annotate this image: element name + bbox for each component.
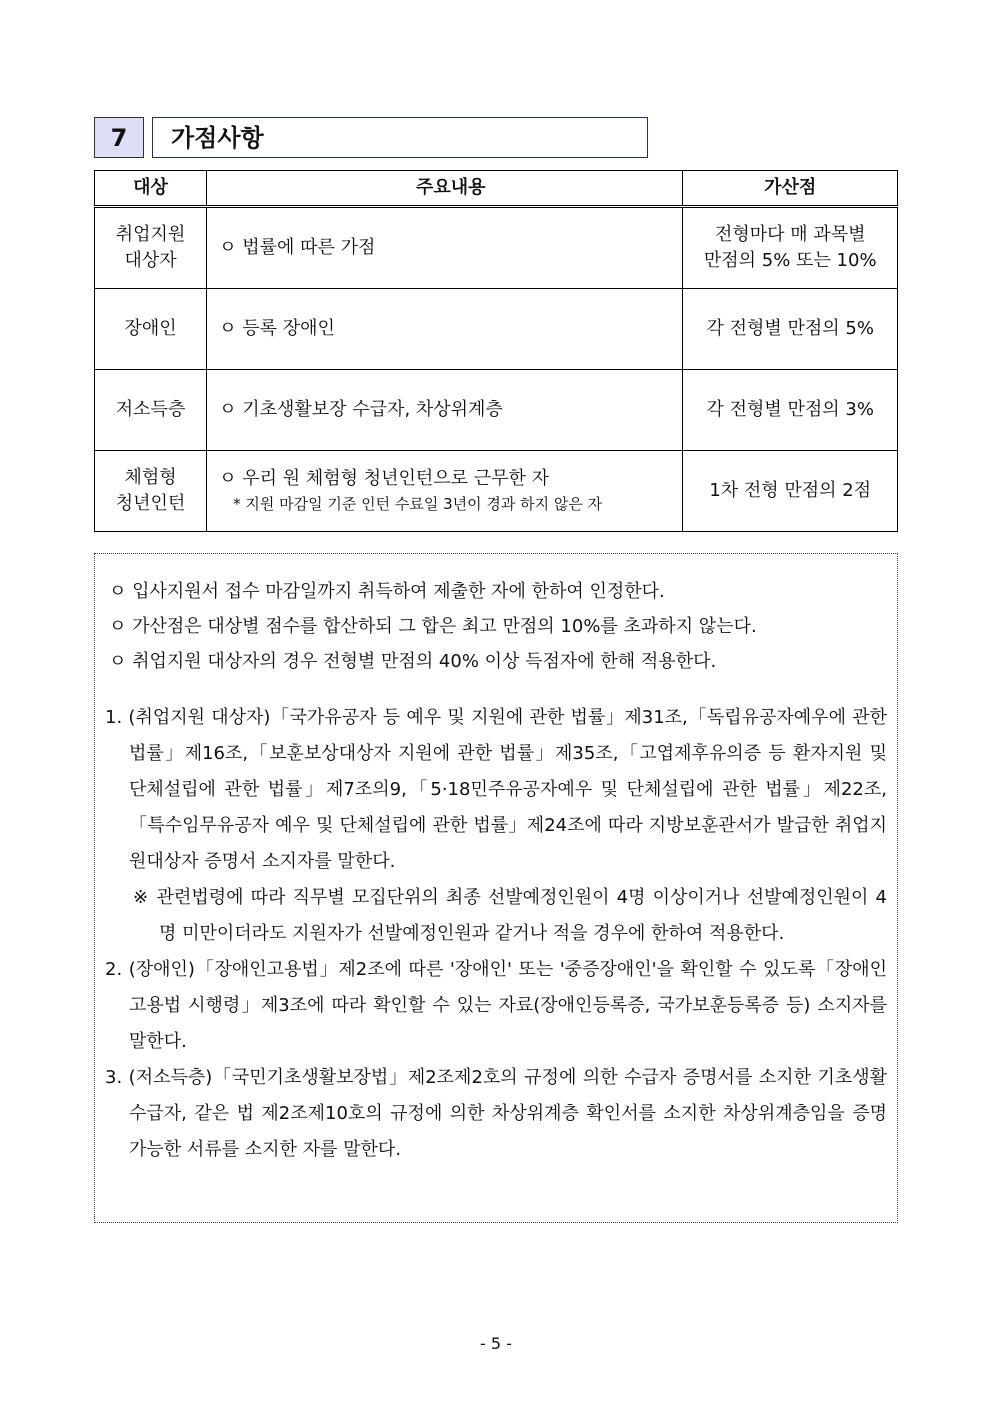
note-bullet: ㅇ 입사지원서 접수 마감일까지 취득하여 제출한 자에 한하여 인정한다.	[109, 581, 665, 602]
notes-box	[94, 553, 898, 1223]
row-target: 체험형 청년인턴	[95, 451, 207, 532]
row-content: ㅇ 기초생활보장 수급자, 차상위계층	[207, 370, 683, 451]
header-target: 대상	[95, 171, 207, 207]
row-points: 전형마다 매 과목별 만점의 5% 또는 10%	[683, 207, 898, 289]
row-content-cell	[207, 451, 683, 532]
section-title: 가점사항	[152, 117, 648, 158]
note-bullet: ㅇ 가산점은 대상별 점수를 합산하되 그 합은 최고 만점의 10%를 초과하지 않는다.	[109, 616, 757, 637]
header-points: 가산점	[683, 171, 898, 207]
row-content: ㅇ 등록 장애인	[207, 289, 683, 370]
table-row	[95, 289, 898, 370]
row-target: 취업지원 대상자	[95, 207, 207, 289]
row-points: 각 전형별 만점의 3%	[683, 370, 898, 451]
table-row	[95, 370, 898, 451]
row-subnote: * 지원 마감일 기준 인턴 수료일 3년이 경과 하지 않은 자	[233, 495, 603, 513]
table-row	[95, 207, 898, 289]
row-target: 장애인	[95, 289, 207, 370]
bonus-points-table	[94, 170, 898, 532]
row-points: 각 전형별 만점의 5%	[683, 289, 898, 370]
note-item-1-remark: ※ 관련법령에 따라 직무별 모집단위의 최종 선발예정인원이 4명 이상이거나 선발예정인원이 4명 미만이더라도 지원자가 선발예정인원과 같거나 적을 경우에 한하여 적용한다.	[133, 887, 887, 944]
note-bullet: ㅇ 취업지원 대상자의 경우 전형별 만점의 40% 이상 득점자에 한해 적용한다.	[109, 651, 717, 672]
row-target: 저소득층	[95, 370, 207, 451]
section-number: 7	[94, 117, 144, 158]
table-row	[95, 451, 898, 532]
note-item-1: 1. (취업지원 대상자)「국가유공자 등 예우 및 지원에 관한 법률」제31조,「독립유공자예우에 관한 법률」제16조,「보훈보상대상자 지원에 관한 법률」제35조,「고엽제후유의증 등 환자지원 및 단체설립에 관한 법률」제7조의9,「5·18민주유공자예우 및 단체설립에 관한 법률」제22조,「특수임무유공자 예우 및 단체설립에 관한 법률」제24조에 따라 지방보훈관서가 발급한 취업지원대상자 증명서 소지자를 말한다.	[105, 707, 887, 872]
table-header-row	[95, 171, 898, 207]
row-content: ㅇ 법률에 따른 가점	[207, 207, 683, 289]
page-number: - 5 -	[480, 1334, 512, 1353]
note-item-2: 2. (장애인)「장애인고용법」제2조에 따른 '장애인' 또는 '중증장애인'을 확인할 수 있도록「장애인고용법 시행령」제3조에 따라 확인할 수 있는 자료(장애인등록증, 국가보훈등록증 등) 소지자를 말한다.	[105, 959, 887, 1052]
note-item-3: 3. (저소득층)「국민기초생활보장법」제2조제2호의 규정에 의한 수급자 증명서를 소지한 기초생활수급자, 같은 법 제2조제10호의 규정에 의한 차상위계층 확인서를 소지한 차상위계층임을 증명 가능한 서류를 소지한 자를 말한다.	[105, 1067, 887, 1160]
section-header	[94, 117, 650, 160]
row-content: ㅇ 우리 원 체험형 청년인턴으로 근무한 자	[219, 468, 550, 489]
header-content: 주요내용	[207, 171, 683, 207]
note-items	[105, 700, 887, 1168]
row-points: 1차 전형 만점의 2점	[683, 451, 898, 532]
